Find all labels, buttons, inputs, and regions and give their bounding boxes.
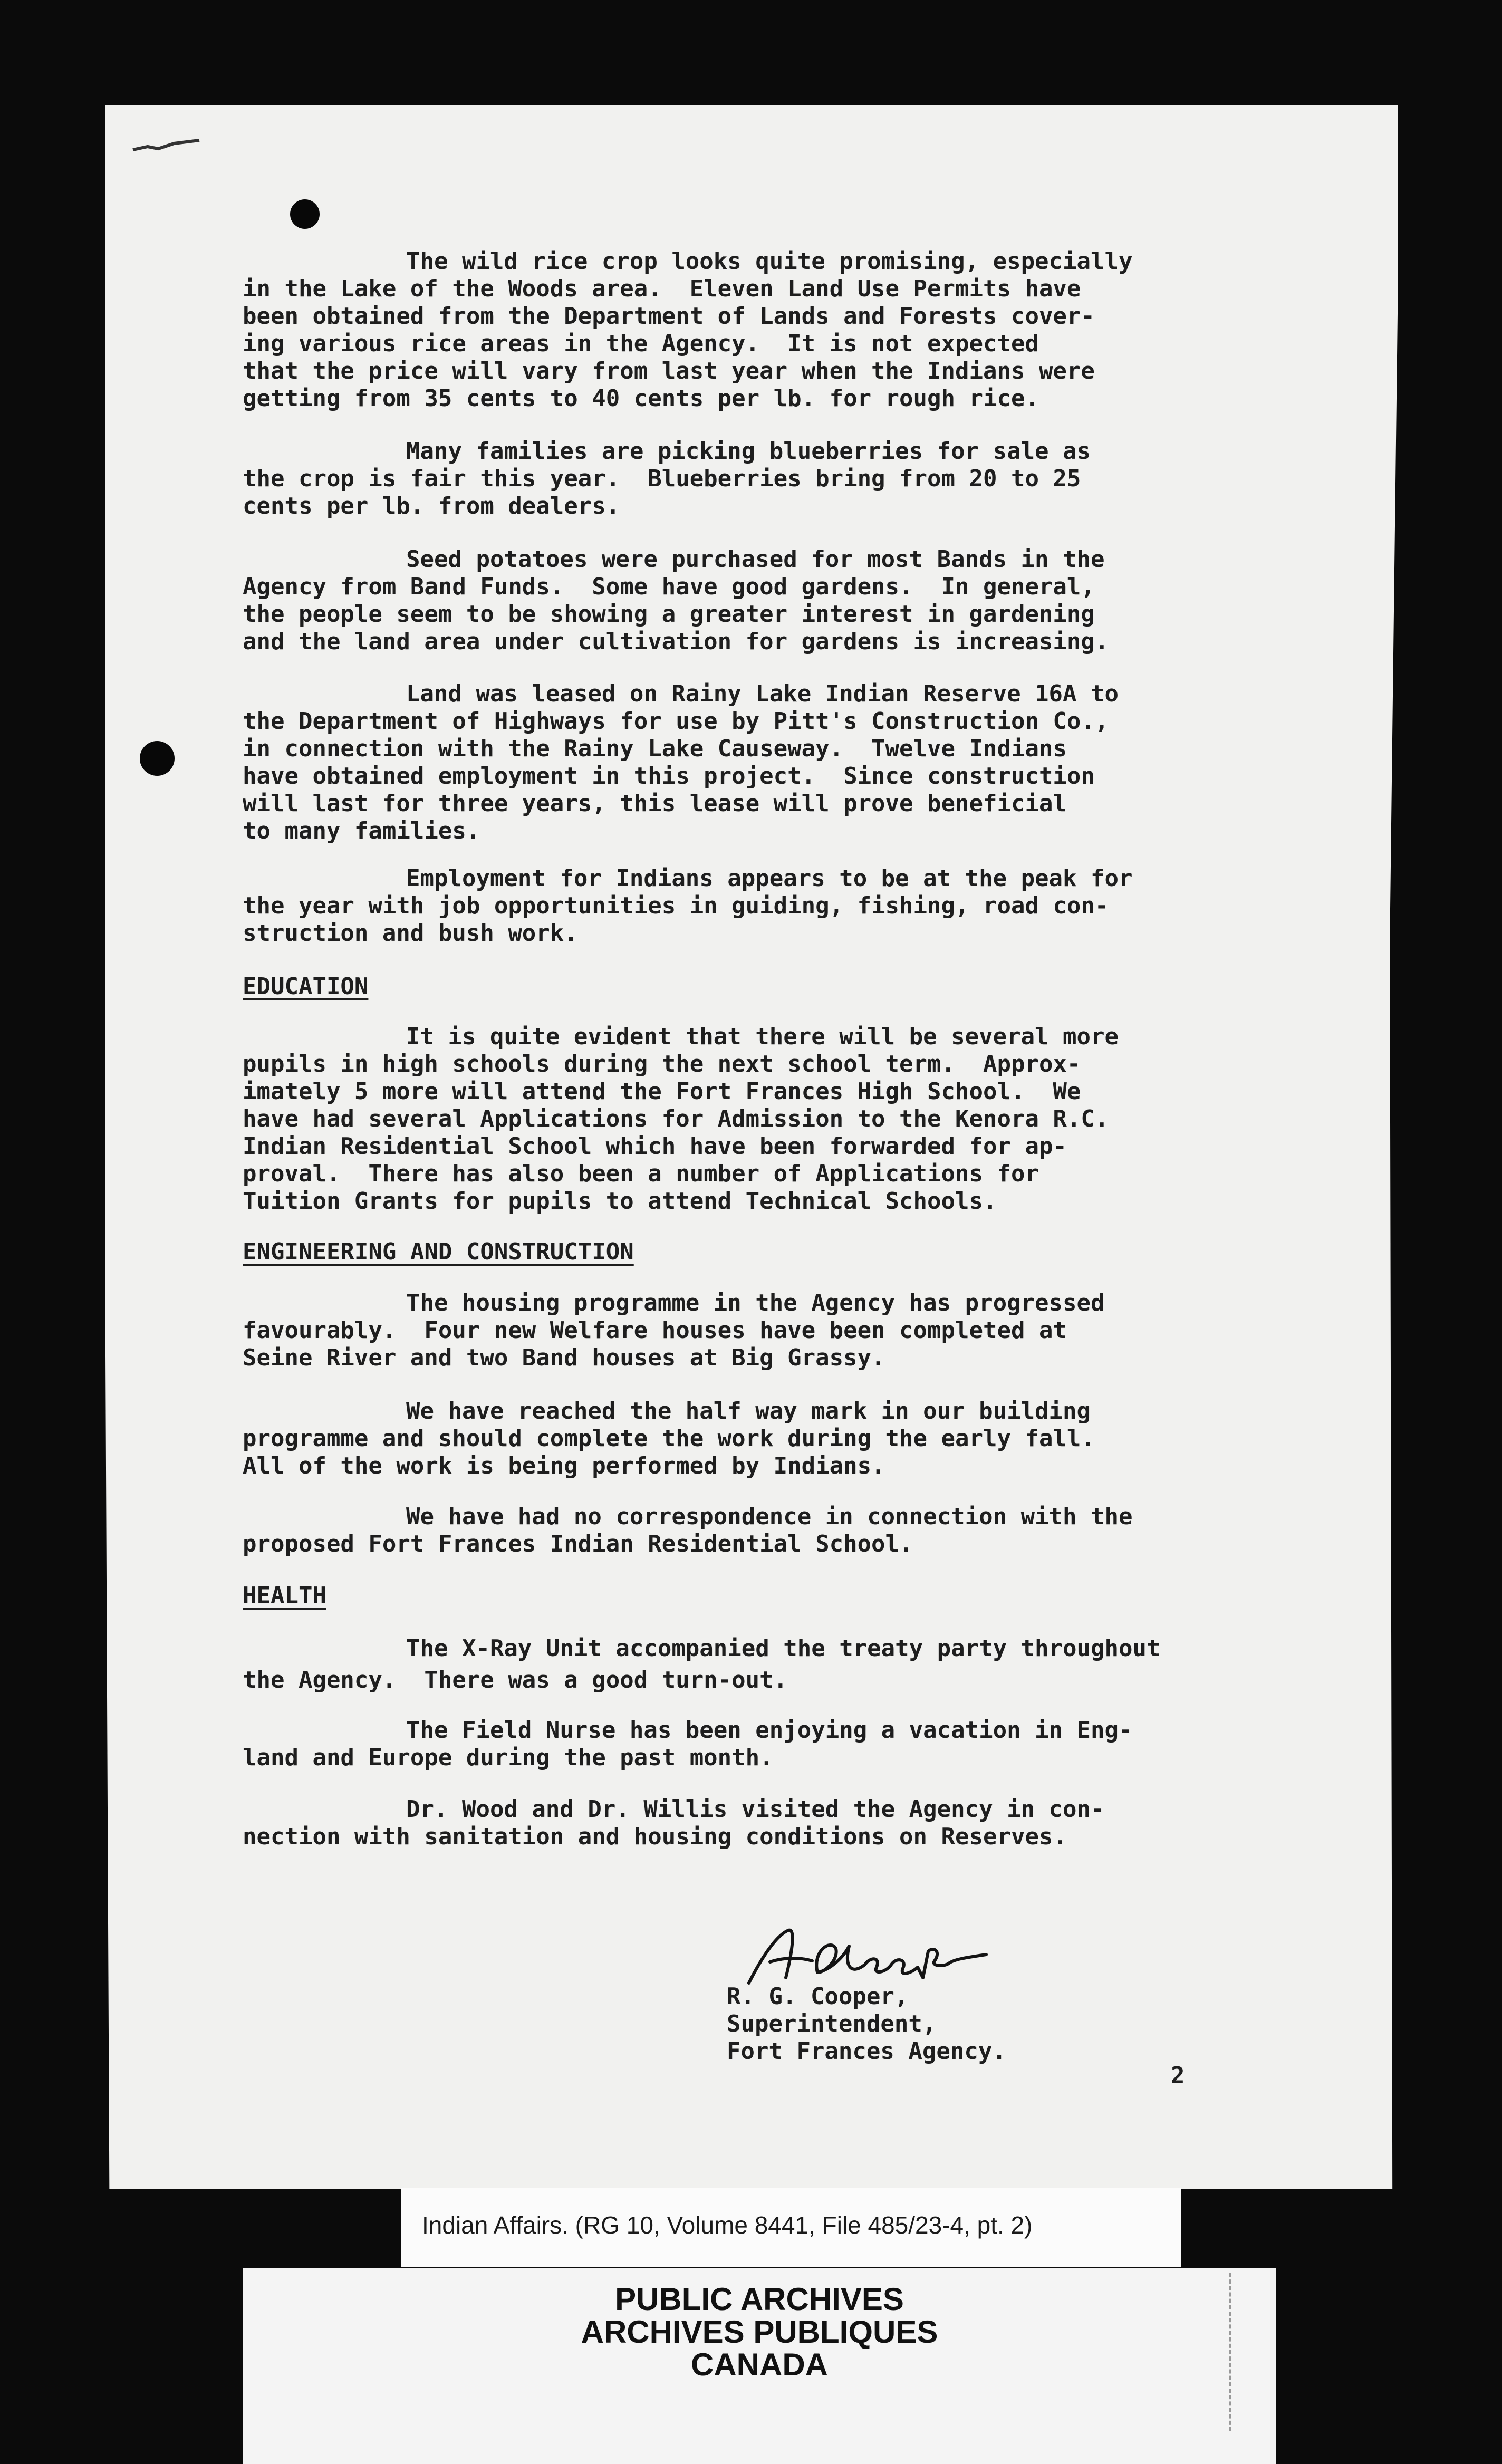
text-line: in the Lake of the Woods area. Eleven Land Use Permits have [243,275,1081,302]
text-line: Agency from Band Funds. Some have good gardens. In general, [243,573,1095,600]
text-line: cents per lb. from dealers. [243,493,620,519]
text-line: Dr. Wood and Dr. Willis visited the Agency in con- [406,1796,1105,1823]
text-line: getting from 35 cents to 40 cents per lb. for rough rice. [243,385,1039,412]
archive-stamp [243,2268,1276,2464]
stamp-line-english: PUBLIC ARCHIVES [615,2282,904,2317]
text-line: The wild rice crop looks quite promising, especially [406,248,1133,275]
text-line: nection with sanitation and housing conditions on Reserves. [243,1823,1067,1850]
signatory-name: R. G. Cooper, [727,1983,909,2010]
section-heading-education: EDUCATION [243,973,369,1000]
archive-caption: Indian Affairs. (RG 10, Volume 8441, File 485/23-4, pt. 2) [422,2211,1033,2239]
signatory-agency: Fort Frances Agency. [727,2038,1006,2065]
text-line: We have had no correspondence in connection with the [406,1503,1133,1530]
text-line: pupils in high schools during the next school term. Approx- [243,1051,1081,1077]
stamp-line-country: CANADA [691,2347,828,2382]
text-line: All of the work is being performed by Indians. [243,1452,885,1479]
text-line: Indian Residential School which have been forwarded for ap- [243,1133,1067,1160]
punch-hole-top [290,199,320,229]
text-line: ing various rice areas in the Agency. It is not expected [243,330,1039,357]
text-line: will last for three years, this lease will prove beneficial [243,790,1067,817]
signatory-title: Superintendent, [727,2010,937,2037]
text-line: have obtained employment in this project. Since construction [243,763,1095,790]
text-line: programme and should complete the work during the early fall. [243,1425,1095,1452]
text-line: have had several Applications for Admission to the Kenora R.C. [243,1105,1109,1132]
text-line: Seine River and two Band houses at Big Grassy. [243,1344,885,1371]
stamp-line-french: ARCHIVES PUBLIQUES [581,2314,938,2350]
text-line: The Field Nurse has been enjoying a vacation in Eng- [406,1717,1133,1744]
text-line: Employment for Indians appears to be at the peak for [406,865,1133,892]
text-line: Many families are picking blueberries for sale as [406,438,1091,465]
text-line: the Agency. There was a good turn-out. [243,1667,788,1693]
page-number: 2 [1171,2062,1185,2089]
text-line: The X-Ray Unit accompanied the treaty party throughout [406,1635,1161,1662]
text-line: to many families. [243,817,480,844]
text-line: and the land area under cultivation for gardens is increasing. [243,628,1109,655]
text-line: land and Europe during the past month. [243,1744,774,1771]
text-line: Land was leased on Rainy Lake Indian Reserve 16A to [406,680,1119,707]
text-line: It is quite evident that there will be several more [406,1023,1119,1050]
section-heading-engineering: ENGINEERING AND CONSTRUCTION [243,1238,634,1265]
text-line: that the price will vary from last year when the Indians were [243,358,1095,384]
section-heading-health: HEALTH [243,1582,326,1609]
text-line: We have reached the half way mark in our building [406,1398,1091,1424]
text-line: The housing programme in the Agency has progressed [406,1289,1105,1316]
punch-hole-middle [140,741,175,776]
text-line: been obtained from the Department of Lands and Forests cover- [243,303,1095,330]
text-line: the people seem to be showing a greater interest in gardening [243,601,1095,628]
text-line: the year with job opportunities in guiding, fishing, road con- [243,892,1109,919]
text-line: Tuition Grants for pupils to attend Technical Schools. [243,1188,997,1215]
text-line: struction and bush work. [243,920,578,947]
text-line: imately 5 more will attend the Fort Frances High School. We [243,1078,1081,1105]
stray-ink-mark [132,137,200,153]
text-line: in connection with the Rainy Lake Causeway. Twelve Indians [243,735,1067,762]
text-line: proposed Fort Frances Indian Residential School. [243,1531,913,1557]
text-line: the crop is fair this year. Blueberries bring from 20 to 25 [243,465,1081,492]
text-line: the Department of Highways for use by Pitt's Construction Co., [243,708,1109,735]
film-edge-mark [1229,2273,1236,2431]
text-line: favourably. Four new Welfare houses have been completed at [243,1317,1067,1344]
text-line: Seed potatoes were purchased for most Bands in the [406,546,1105,573]
archive-caption-box [401,2188,1181,2267]
handwritten-signature [738,1920,991,1994]
text-line: proval. There has also been a number of Applications for [243,1160,1039,1187]
